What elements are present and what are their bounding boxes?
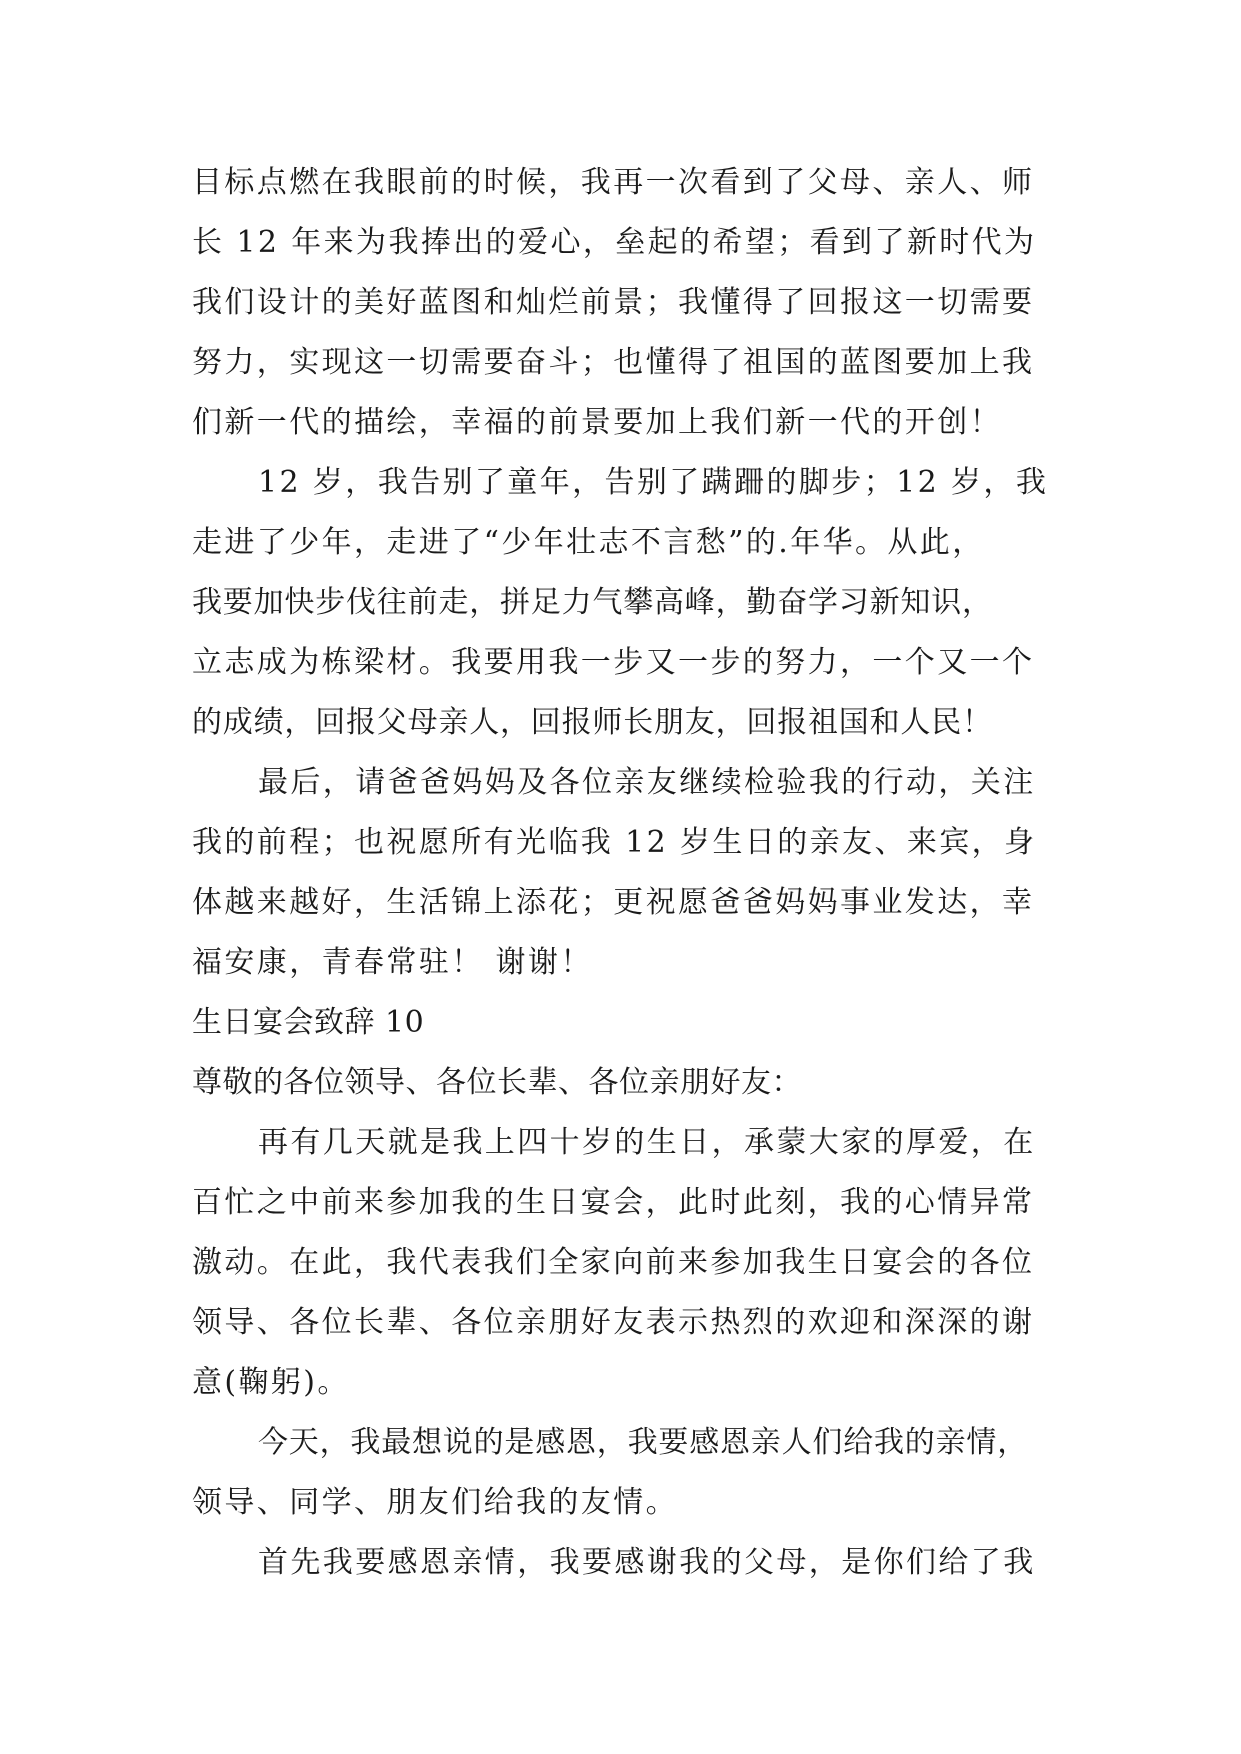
text-line: 领导、各位长辈、各位亲朋好友表示热烈的欢迎和深深的谢	[192, 1305, 1035, 1340]
paragraph-first-line: 最后，请爸爸妈妈及各位亲友继续检验我的行动，关注	[258, 765, 1036, 800]
text-line: 我要加快步伐往前走，拼足力气攀高峰，勤奋学习新知识，	[192, 585, 993, 620]
text-line: 福安康，青春常驻！ 谢谢！	[192, 945, 593, 980]
text-line: 领导、同学、朋友们给我的友情。	[192, 1485, 678, 1520]
text-line: 意(鞠躬)。	[192, 1365, 350, 1400]
paragraph-first-line: 首先我要感恩亲情，我要感谢我的父母，是你们给了我	[258, 1545, 1036, 1580]
text-line: 体越来越好，生活锦上添花；更祝愿爸爸妈妈事业发达，幸	[192, 885, 1035, 920]
document-body	[192, 153, 1052, 1593]
text-line: 激动。在此，我代表我们全家向前来参加我生日宴会的各位	[192, 1245, 1035, 1280]
text-line: 百忙之中前来参加我的生日宴会，此时此刻，我的心情异常	[192, 1185, 1035, 1220]
paragraph-first-line: 再有几天就是我上四十岁的生日，承蒙大家的厚爱，在	[258, 1125, 1036, 1160]
salutation: 尊敬的各位领导、各位长辈、各位亲朋好友：	[192, 1065, 802, 1100]
text-line: 长 12 年来为我捧出的爱心，垒起的希望；看到了新时代为	[192, 225, 1037, 260]
paragraph-first-line: 今天，我最想说的是感恩，我要感恩亲人们给我的亲情，	[258, 1425, 1028, 1460]
text-line: 立志成为栋梁材。我要用我一步又一步的努力，一个又一个	[192, 645, 1035, 680]
text-line: 走进了少年，走进了“少年壮志不言愁”的.年华。从此，	[192, 525, 985, 560]
text-line: 目标点燃在我眼前的时候，我再一次看到了父母、亲人、师	[192, 165, 1035, 200]
text-line: 们新一代的描绘，幸福的前景要加上我们新一代的开创！	[192, 405, 1002, 440]
text-line: 我们设计的美好蓝图和灿烂前景；我懂得了回报这一切需要	[192, 285, 1035, 320]
paragraph-first-line: 12 岁，我告别了童年，告别了蹒跚的脚步；12 岁，我	[258, 465, 1049, 500]
text-line: 努力，实现这一切需要奋斗；也懂得了祖国的蓝图要加上我	[192, 345, 1035, 380]
text-line: 的成绩，回报父母亲人，回报师长朋友，回报祖国和人民！	[192, 705, 993, 740]
text-line: 我的前程；也祝愿所有光临我 12 岁生日的亲友、来宾，身	[192, 825, 1037, 860]
section-heading: 生日宴会致辞 10	[192, 1005, 425, 1040]
